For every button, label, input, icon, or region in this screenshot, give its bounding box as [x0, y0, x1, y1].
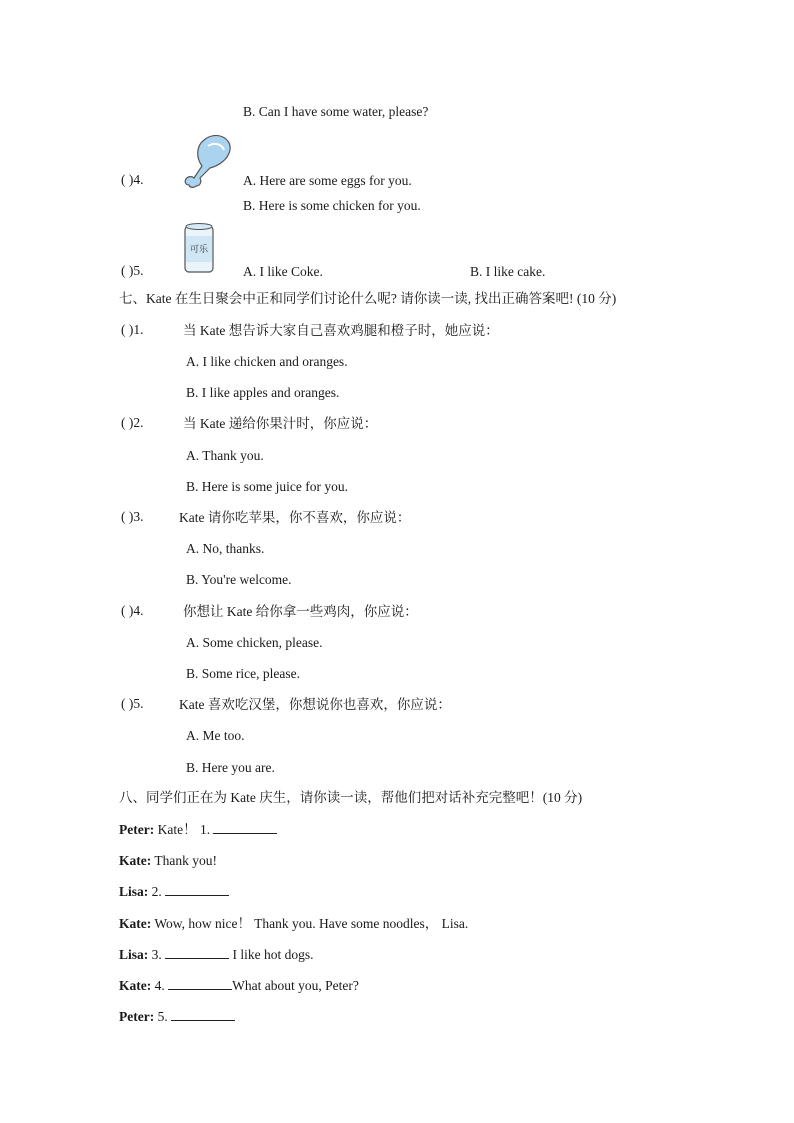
q5-option-b: B. I like cake. [470, 264, 546, 279]
p7-q2-option-b: B. Here is some juice for you. [186, 479, 348, 494]
part7-heading: 七、Kate 在生日聚会中正和同学们讨论什么呢? 请你读一读, 找出正确答案吧! (10 分) [119, 291, 617, 306]
q3-option-b: B. Can I have some water, please? [243, 104, 429, 119]
q4-option-b: B. Here is some chicken for you. [243, 198, 421, 213]
answer-blank-1[interactable] [213, 821, 277, 834]
dialogue-line-4 [119, 915, 468, 933]
speaker: Lisa: [119, 884, 149, 899]
answer-blank-2[interactable] [165, 883, 229, 896]
line-text-after: I like hot dogs. [229, 947, 314, 962]
p7-q3-option-b: B. You're welcome. [186, 572, 292, 587]
p7-q2-prompt: 当 Kate 递给你果汁时，你应说： [183, 416, 378, 431]
p7-q3-prompt: Kate 请你吃苹果，你不喜欢，你应说： [179, 510, 411, 525]
line-text: 2. [151, 884, 166, 899]
line-text: Wow, how nice！ Thank you. Have some noodles， Lisa. [154, 916, 469, 931]
cola-can-icon [183, 222, 215, 276]
answer-blank-4[interactable] [168, 977, 232, 990]
dialogue-line-6 [119, 977, 359, 995]
p7-q1-paren[interactable]: ( )1. [121, 322, 144, 337]
p7-q4-paren[interactable]: ( )4. [121, 603, 144, 618]
dialogue-line-1 [119, 821, 277, 839]
speaker: Peter: [119, 1009, 155, 1024]
q5-answer-paren[interactable]: ( )5. [121, 263, 144, 278]
p7-q1-prompt: 当 Kate 想告诉大家自己喜欢鸡腿和橙子时，她应说： [183, 323, 499, 338]
speaker: Lisa: [119, 947, 149, 962]
answer-blank-3[interactable] [165, 946, 229, 959]
line-text: 3. [151, 947, 166, 962]
p7-q2-paren[interactable]: ( )2. [121, 415, 144, 430]
p7-q3-option-a: A. No, thanks. [186, 541, 265, 556]
p7-q5-option-a: A. Me too. [186, 728, 245, 743]
speaker: Kate: [119, 978, 152, 993]
dialogue-line-2 [119, 852, 217, 870]
p7-q4-prompt: 你想让 Kate 给你拿一些鸡肉，你应说： [183, 604, 418, 619]
line-text: 5. [157, 1009, 172, 1024]
p7-q5-option-b: B. Here you are. [186, 760, 275, 775]
line-text-after: What about you, Peter? [232, 978, 359, 993]
p7-q4-option-a: A. Some chicken, please. [186, 635, 323, 650]
p7-q2-option-a: A. Thank you. [186, 448, 264, 463]
p7-q5-prompt: Kate 喜欢吃汉堡，你想说你也喜欢，你应说： [179, 697, 451, 712]
speaker: Kate: [119, 853, 152, 868]
dialogue-line-5 [119, 946, 314, 964]
p7-q1-option-a: A. I like chicken and oranges. [186, 354, 348, 369]
q4-answer-paren[interactable]: ( )4. [121, 172, 144, 187]
chicken-leg-icon [184, 132, 234, 190]
q4-option-a: A. Here are some eggs for you. [243, 173, 412, 188]
p7-q3-paren[interactable]: ( )3. [121, 509, 144, 524]
dialogue-line-7 [119, 1008, 235, 1026]
part8-heading: 八、同学们正在为 Kate 庆生，请你读一读，帮他们把对话补充完整吧！(10 分) [119, 790, 583, 805]
p7-q5-paren[interactable]: ( )5. [121, 696, 144, 711]
p7-q4-option-b: B. Some rice, please. [186, 666, 300, 681]
line-text: Thank you! [154, 853, 217, 868]
can-label: 可乐 [189, 245, 209, 255]
p7-q1-option-b: B. I like apples and oranges. [186, 385, 340, 400]
line-text: Kate！ 1. [157, 822, 214, 837]
speaker: Kate: [119, 916, 152, 931]
answer-blank-5[interactable] [171, 1008, 235, 1021]
q5-option-a: A. I like Coke. [243, 264, 323, 279]
line-text: 4. [154, 978, 169, 993]
speaker: Peter: [119, 822, 155, 837]
dialogue-line-3 [119, 883, 229, 901]
